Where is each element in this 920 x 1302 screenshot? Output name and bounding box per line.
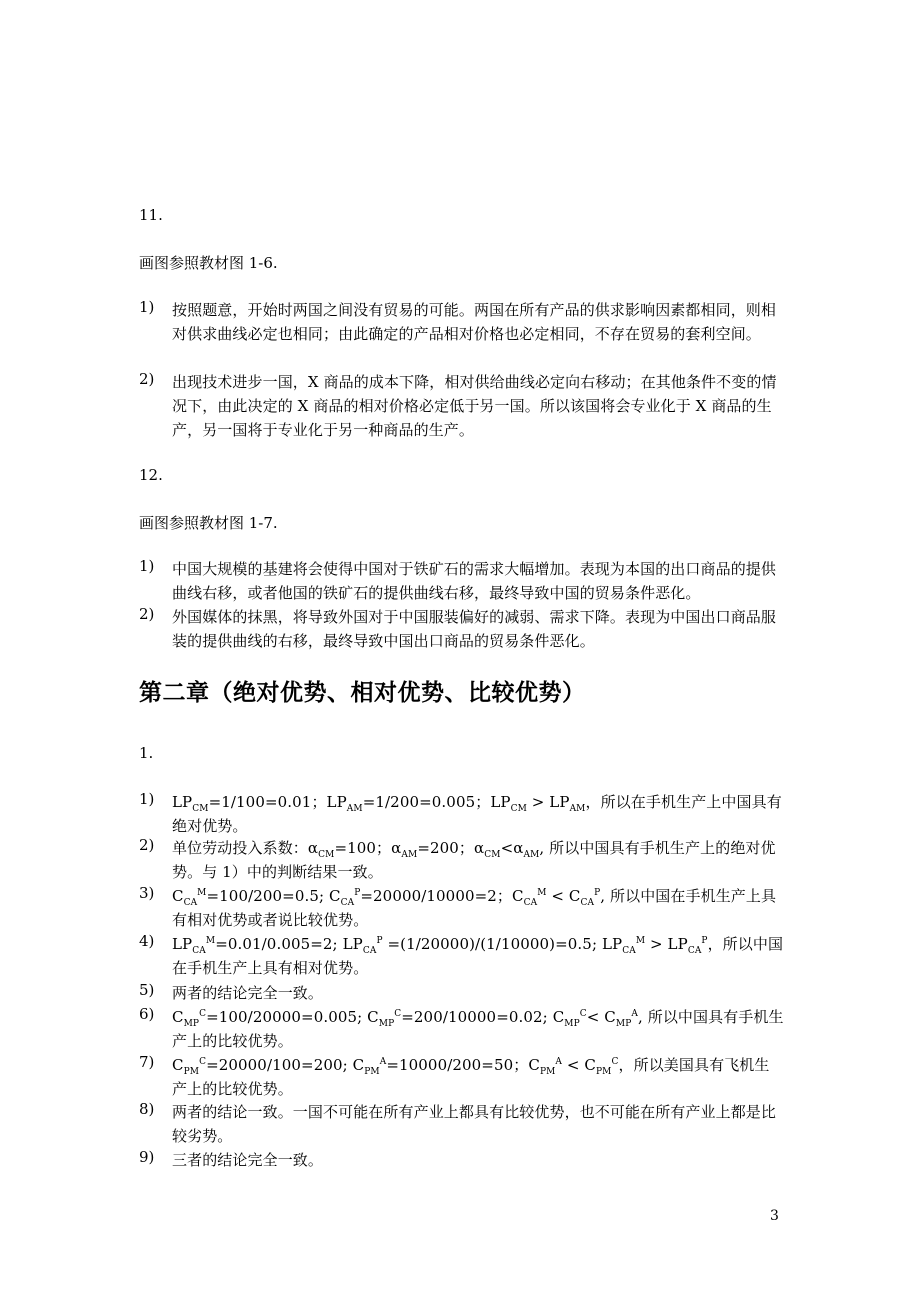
item-text: $LP_{CM}=1/100=0.01$；$LP_{AM}=1/200=0.005$；$LP_{CM} > LP_{AM}$，所以在手机生产上中国具有绝对优势。	[172, 793, 782, 835]
chapter-2-item-5	[139, 981, 784, 1005]
item-text: $C_{MP}^C=100/20000=0.005$; $C_{MP}^C=200/10000=0.02$; $C_{MP}^C< C_{MP}^A$, 所以中国具有手机生产上的比较优势。	[172, 1008, 784, 1050]
section-12-item-2	[139, 605, 784, 653]
item-text: 单位劳动投入系数：$\alpha_{CM}=100$；$\alpha_{AM}=200$；$\alpha_{CM}<\alpha_{AM}$, 所以中国具有手机生产上的绝对优势。与 1）中的判断结果一致。	[172, 839, 776, 881]
item-text: 两者的结论完全一致。	[172, 984, 324, 1002]
item-text: $LP_{CA}^M=0.01/0.005=2$; $LP_{CA}^P =(1/20000)/(1/10000)=0.5$; $LP_{CA}^M > LP_{CA}^P$，所以中国在手机生产上具有相对优势。	[172, 935, 784, 977]
chapter-heading: 第二章（绝对优势、相对优势、比较优势）	[139, 680, 586, 706]
item-number: 1)	[139, 298, 155, 316]
item-number: 2)	[139, 836, 155, 854]
page-number: 3	[770, 1208, 779, 1224]
section-11-number: 11.	[139, 206, 163, 224]
chapter-2-item-9	[139, 1148, 784, 1172]
item-text: 外国媒体的抹黑，将导致外国对于中国服装偏好的减弱、需求下降。表现为中国出口商品服装的提供曲线的右移，最终导致中国出口商品的贸易条件恶化。	[172, 608, 777, 650]
item-number: 3)	[139, 884, 155, 902]
item-number: 5)	[139, 981, 155, 999]
item-number: 8)	[139, 1100, 155, 1118]
chapter-2-item-2	[139, 836, 784, 884]
section-12-note: 画图参照教材图 1-7.	[139, 514, 278, 532]
item-text: 出现技术进步一国，X 商品的成本下降，相对供给曲线必定向右移动；在其他条件不变的情况下，由此决定的 X 商品的相对价格必定低于另一国。所以该国将会专业化于 X 商品的生产，另一国将于专业化于另一种商品的生产。	[172, 373, 777, 439]
item-text: $C_{PM}^C=20000/100=200$; $C_{PM}^A=10000/200=50$；$C_{PM}^A < C_{PM}^C$，所以美国具有飞机生产上的比较优势。	[172, 1056, 770, 1098]
section-11-note: 画图参照教材图 1-6.	[139, 254, 278, 272]
section-12-number: 12.	[139, 466, 163, 484]
item-text: $C_{CA}^M=100/200=0.5$; $C_{CA}^P=20000/10000=2$；$C_{CA}^M < C_{CA}^P$, 所以中国在手机生产上具有相对优势或者说比较优势。	[172, 887, 777, 929]
item-number: 4)	[139, 932, 155, 950]
item-number: 7)	[139, 1053, 155, 1071]
item-number: 9)	[139, 1148, 155, 1166]
section-11-item-1	[139, 298, 784, 346]
chapter-2-item-8	[139, 1100, 784, 1148]
chapter-2-item-3	[139, 884, 784, 932]
chapter-2-item-6	[139, 1005, 784, 1053]
chapter-2-item-7	[139, 1053, 784, 1101]
item-number: 2)	[139, 605, 155, 623]
item-text: 中国大规模的基建将会使得中国对于铁矿石的需求大幅增加。表现为本国的出口商品的提供曲线右移，或者他国的铁矿石的提供曲线右移，最终导致中国的贸易条件恶化。	[172, 560, 777, 602]
item-text: 三者的结论完全一致。	[172, 1151, 324, 1169]
item-text: 两者的结论一致。一国不可能在所有产业上都具有比较优势，也不可能在所有产业上都是比较劣势。	[172, 1103, 777, 1145]
item-text: 按照题意，开始时两国之间没有贸易的可能。两国在所有产品的供求影响因素都相同，则相对供求曲线必定也相同；由此确定的产品相对价格也必定相同，不存在贸易的套利空间。	[172, 301, 777, 343]
item-number: 6)	[139, 1005, 155, 1023]
item-number: 2)	[139, 370, 155, 388]
chapter-2-question-number: 1.	[139, 744, 154, 762]
item-number: 1)	[139, 557, 155, 575]
item-number: 1)	[139, 790, 155, 808]
chapter-2-item-4	[139, 932, 784, 980]
chapter-2-item-1	[139, 790, 784, 838]
section-11-item-2	[139, 370, 784, 442]
section-12-item-1	[139, 557, 784, 605]
